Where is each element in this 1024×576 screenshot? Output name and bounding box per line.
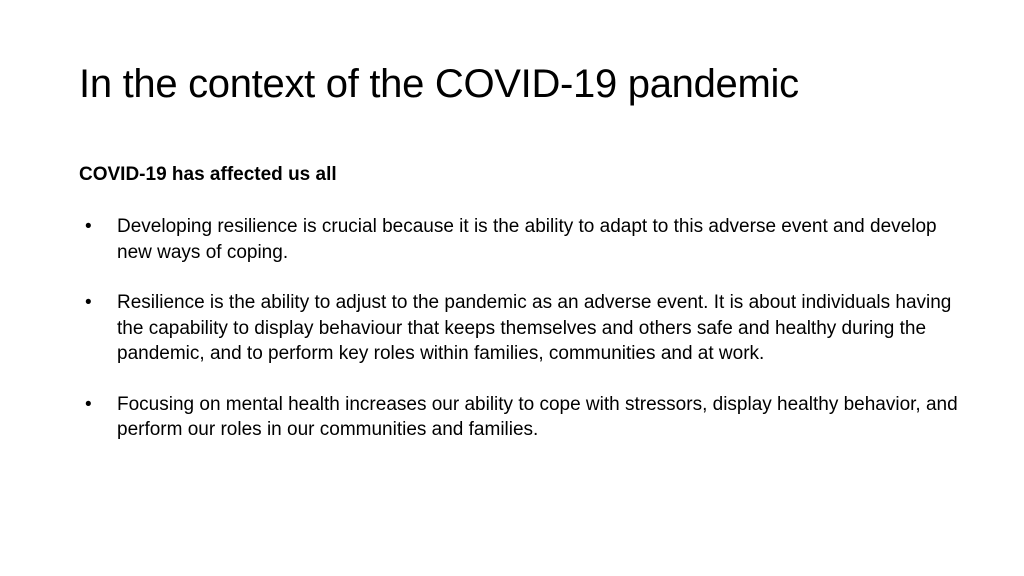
- bullet-dot-icon: •: [85, 393, 92, 415]
- slide-title: In the context of the COVID-19 pandemic: [79, 62, 799, 106]
- slide-body: [79, 162, 959, 468]
- bullet-text: Focusing on mental health increases our ability to cope with stressors, display healthy behavior, and perform our roles in our communities and families.: [117, 393, 958, 440]
- bullet-item: [79, 290, 959, 367]
- bullet-dot-icon: •: [85, 292, 92, 313]
- bullet-text: Resilience is the ability to adjust to the pandemic as an adverse event. It is about individuals having the capability to display behaviour that keeps themselves and others safe and healthy during the pandemic, and to perform key roles within families, communities and at work.: [117, 292, 952, 364]
- bullet-list: [79, 214, 959, 443]
- bullet-item: [79, 392, 959, 443]
- slide-subheading: COVID-19 has affected us all: [79, 164, 337, 185]
- bullet-text: Developing resilience is crucial because it is the ability to adapt to this adverse event and develop new ways of coping.: [117, 216, 937, 263]
- bullet-item: [79, 214, 959, 265]
- bullet-dot-icon: •: [85, 216, 92, 237]
